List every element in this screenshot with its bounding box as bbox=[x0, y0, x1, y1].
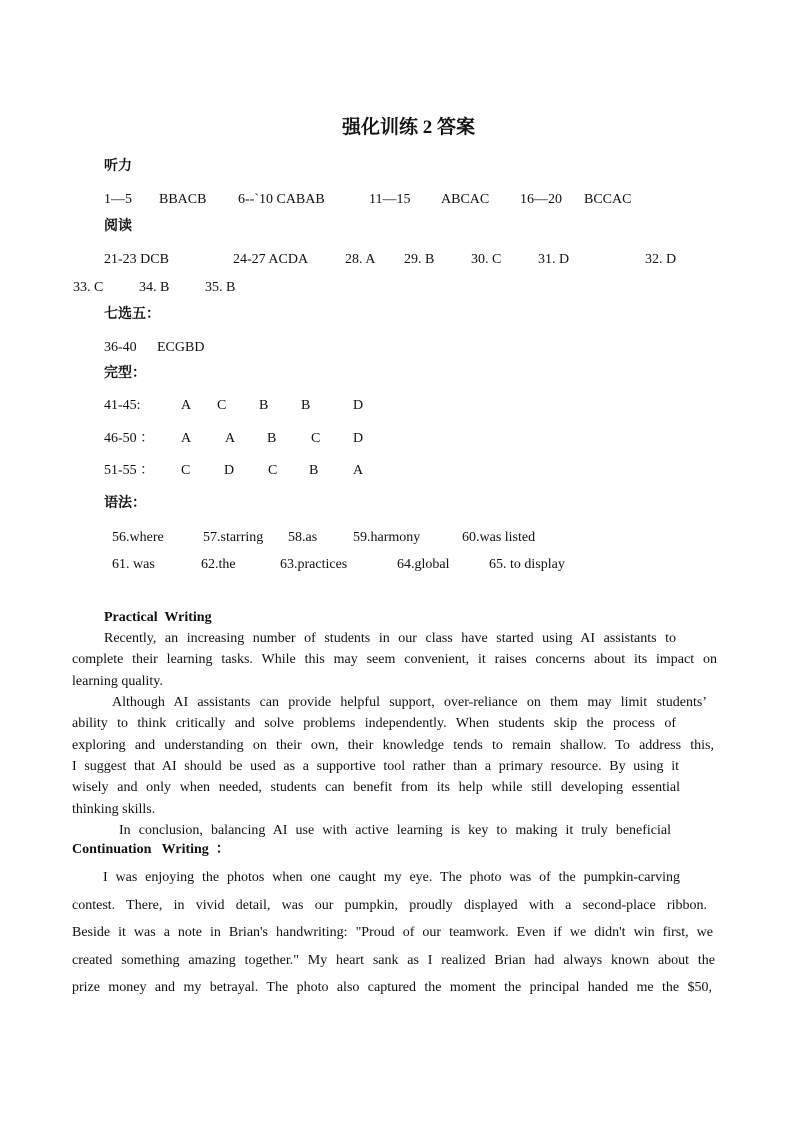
cloze-answer: D bbox=[224, 463, 235, 478]
grammar-answer: 60.was listed bbox=[462, 530, 536, 545]
cloze-answer: B bbox=[267, 431, 277, 446]
grammar-heading: 语法： bbox=[104, 496, 146, 511]
reading-answer: 24-27 ACDA bbox=[233, 252, 309, 267]
cloze-row-label: 41-45: bbox=[104, 398, 141, 413]
listening-answers: 6--`10 CABAB bbox=[238, 192, 325, 207]
seven-choose-five-label: 36-40 bbox=[104, 340, 137, 355]
reading-answer: 30. C bbox=[471, 252, 502, 267]
grammar-answer: 64.global bbox=[397, 557, 450, 572]
listening-answers: BBACB bbox=[159, 192, 207, 207]
continuation-writing-line: Beside it was a note in Brian's handwriting: "Proud of our teamwork. Even if we didn't win first, we bbox=[72, 925, 713, 940]
practical-writing-line: Although AI assistants can provide helpful support, over-reliance on them may limit students’ bbox=[112, 695, 707, 710]
cloze-answer: B bbox=[301, 398, 311, 413]
reading-answer: 28. A bbox=[345, 252, 376, 267]
grammar-answer: 59.harmony bbox=[353, 530, 421, 545]
practical-writing-line: learning quality. bbox=[72, 674, 163, 689]
cloze-answer: B bbox=[259, 398, 269, 413]
practical-writing-line: exploring and understanding on their own, their knowledge tends to remain shallow. To address this, bbox=[72, 738, 714, 753]
continuation-writing-line: created something amazing together." My heart sank as I realized Brian had always known about the bbox=[72, 953, 715, 968]
cloze-answer: B bbox=[309, 463, 319, 478]
listening-answers: BCCAC bbox=[584, 192, 632, 207]
practical-writing-line: complete their learning tasks. While this may seem convenient, it raises concerns about its impact on bbox=[72, 652, 717, 667]
practical-writing-line: In conclusion, balancing AI use with active learning is key to making it truly beneficial bbox=[119, 823, 671, 838]
reading-answer: 34. B bbox=[139, 280, 170, 295]
grammar-answer: 63.practices bbox=[280, 557, 348, 572]
listening-group-label: 16—20 bbox=[520, 192, 562, 207]
continuation-writing-line: I was enjoying the photos when one caught my eye. The photo was of the pumpkin-carving bbox=[103, 870, 680, 885]
cloze-answer: D bbox=[353, 398, 364, 413]
reading-answer: 31. D bbox=[538, 252, 570, 267]
page-title: 强化训练 2 答案 bbox=[342, 117, 476, 138]
grammar-answer: 57.starring bbox=[203, 530, 264, 545]
cloze-answer: A bbox=[353, 463, 364, 478]
seven-choose-five-heading: 七选五： bbox=[104, 307, 160, 322]
cloze-answer: C bbox=[268, 463, 278, 478]
cloze-answer: A bbox=[225, 431, 236, 446]
listening-heading: 听力 bbox=[104, 159, 132, 174]
grammar-answer: 58.as bbox=[288, 530, 318, 545]
continuation-writing-line: contest. There, in vivid detail, was our pumpkin, proudly displayed with a second-place ribbon. bbox=[72, 898, 707, 913]
practical-writing-line: wisely and only when needed, students can benefit from its help while still developing essential bbox=[72, 780, 680, 795]
seven-choose-five-answers: ECGBD bbox=[157, 340, 205, 355]
cloze-heading: 完型： bbox=[104, 366, 146, 381]
cloze-answer: A bbox=[181, 398, 192, 413]
reading-answer: 32. D bbox=[645, 252, 677, 267]
listening-answers: ABCAC bbox=[441, 192, 490, 207]
practical-writing-heading: Practical Writing bbox=[104, 610, 212, 625]
practical-writing-line: thinking skills. bbox=[72, 802, 156, 817]
practical-writing-line: I suggest that AI should be used as a supportive tool rather than a primary resource. By using it bbox=[72, 759, 679, 774]
reading-answer: 21-23 DCB bbox=[104, 252, 169, 267]
reading-heading: 阅读 bbox=[104, 219, 132, 234]
reading-answer: 35. B bbox=[205, 280, 236, 295]
grammar-answer: 56.where bbox=[112, 530, 164, 545]
cloze-answer: C bbox=[311, 431, 321, 446]
cloze-answer: C bbox=[181, 463, 191, 478]
practical-writing-line: Recently, an increasing number of students in our class have started using AI assistants to bbox=[104, 631, 676, 646]
cloze-answer: D bbox=[353, 431, 364, 446]
listening-group-label: 1—5 bbox=[104, 192, 132, 207]
practical-writing-line: ability to think critically and solve problems independently. When students skip the process of bbox=[72, 716, 676, 731]
listening-group-label: 11—15 bbox=[369, 192, 411, 207]
reading-answer: 33. C bbox=[73, 280, 104, 295]
cloze-answer: C bbox=[217, 398, 227, 413]
continuation-writing-heading: Continuation Writing ： bbox=[72, 842, 230, 857]
continuation-writing-line: prize money and my betrayal. The photo also captured the moment the principal handed me the $50, bbox=[72, 980, 712, 995]
cloze-answer: A bbox=[181, 431, 192, 446]
grammar-answer: 61. was bbox=[112, 557, 155, 572]
cloze-row-label: 51-55 ： bbox=[104, 463, 155, 478]
grammar-answer: 65. to display bbox=[489, 557, 565, 572]
cloze-row-label: 46-50 ： bbox=[104, 431, 155, 446]
reading-answer: 29. B bbox=[404, 252, 435, 267]
grammar-answer: 62.the bbox=[201, 557, 236, 572]
